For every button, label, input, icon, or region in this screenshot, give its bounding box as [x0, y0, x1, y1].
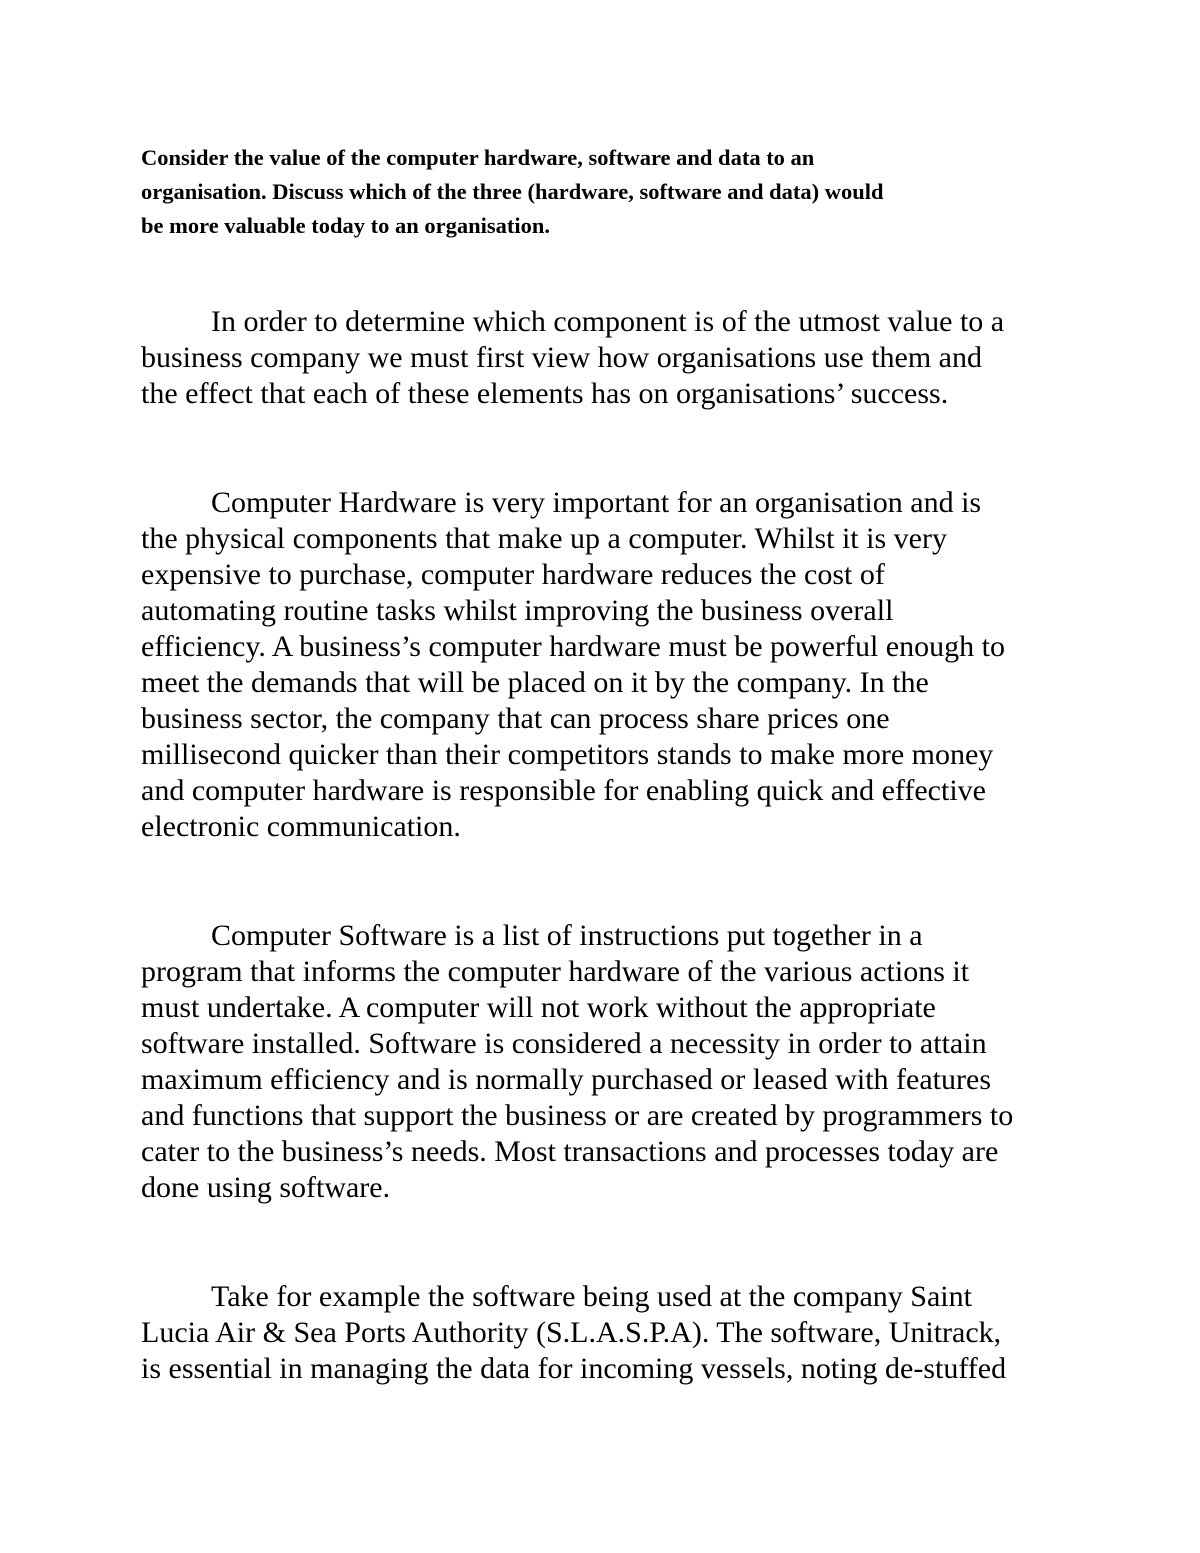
paragraph-line: is essential in managing the data for incoming vessels, noting de-stuffed — [141, 1352, 1007, 1385]
paragraph-line: done using software. — [141, 1171, 391, 1204]
question-line: be more valuable today to an organisation. — [141, 213, 550, 238]
paragraph-line: must undertake. A computer will not work without the appropriate — [141, 991, 936, 1024]
paragraph-line: Computer Hardware is very important for an organisation and is — [211, 486, 982, 519]
paragraph-software — [141, 918, 1081, 1206]
paragraph-line: efficiency. A business’s computer hardware must be powerful enough to — [141, 630, 1005, 663]
paragraph-example — [141, 1279, 1081, 1387]
paragraph-hardware — [141, 485, 1081, 845]
document-body — [141, 141, 1081, 1387]
paragraph-line: Lucia Air & Sea Ports Authority (S.L.A.S.P.A). The software, Unitrack, — [141, 1316, 1002, 1349]
paragraph-line: In order to determine which component is of the utmost value to a — [211, 305, 1005, 338]
paragraph-line: business sector, the company that can process share prices one — [141, 702, 890, 735]
paragraph-line: software installed. Software is considered a necessity in order to attain — [141, 1027, 987, 1060]
paragraph-line: Computer Software is a list of instructions put together in a — [211, 919, 923, 952]
paragraph-line: automating routine tasks whilst improving the business overall — [141, 594, 894, 627]
paragraph-line: program that informs the computer hardware of the various actions it — [141, 955, 970, 988]
paragraph-line: millisecond quicker than their competitors stands to make more money — [141, 738, 994, 771]
paragraph-introduction — [141, 304, 1081, 412]
paragraph-line: business company we must first view how organisations use them and — [141, 341, 982, 374]
paragraph-line: maximum efficiency and is normally purchased or leased with features — [141, 1063, 991, 1096]
question-line: organisation. Discuss which of the three (hardware, software and data) would — [141, 179, 884, 204]
paragraph-line: and computer hardware is responsible for enabling quick and effective — [141, 774, 986, 807]
paragraph-line: Take for example the software being used at the company Saint — [211, 1280, 972, 1313]
paragraph-line: the effect that each of these elements has on organisations’ success. — [141, 377, 949, 410]
paragraph-line: the physical components that make up a computer. Whilst it is very — [141, 522, 947, 555]
paragraph-line: cater to the business’s needs. Most transactions and processes today are — [141, 1135, 999, 1168]
essay-question — [141, 141, 1081, 243]
paragraph-line: electronic communication. — [141, 810, 461, 843]
paragraph-line: expensive to purchase, computer hardware reduces the cost of — [141, 558, 885, 591]
paragraph-line: and functions that support the business or are created by programmers to — [141, 1099, 1014, 1132]
paragraph-line: meet the demands that will be placed on it by the company. In the — [141, 666, 929, 699]
question-line: Consider the value of the computer hardware, software and data to an — [141, 145, 815, 170]
